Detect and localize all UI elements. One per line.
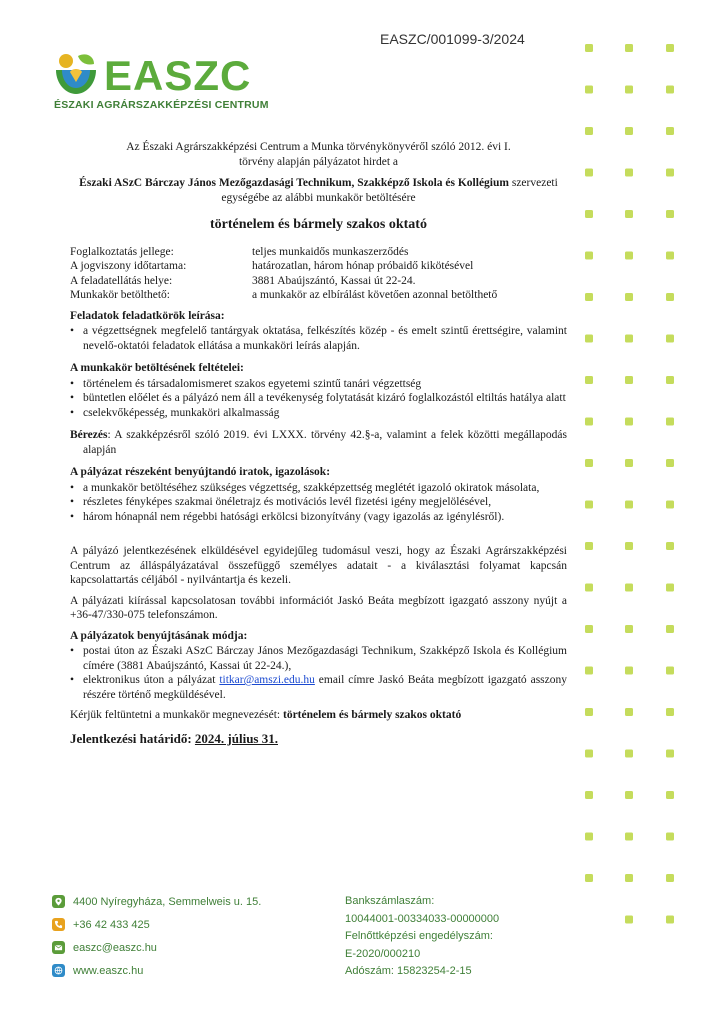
salary-label: Bérezés [70,429,108,441]
footer-address [52,890,261,913]
info-row [70,274,497,289]
decorative-dot [585,169,593,177]
list-item: • történelem és társadalomismeret szakos egyetemi szintű tanári végzettség [83,377,567,392]
decorative-dot [666,293,674,301]
intro-line-1: Az Északi Agrárszakképzési Centrum a Munka törvénykönyvéről szóló 2012. évi I. [126,141,511,153]
job-info-table [70,245,497,303]
document-id: EASZC/001099-3/2024 [380,31,525,47]
decorative-dot [666,750,674,758]
footer-phone [52,913,261,936]
decorative-dot [666,335,674,343]
tasks-heading: Feladatok feladatkörök leírása: [70,309,225,322]
list-item: • postai úton az Északi ASzC Bárczay János Mezőgazdasági Technikum, Szakképző Iskola és Kollégium címére (3881 Abaújszántó, Kassai út 22-24.), [83,644,567,673]
intro-block [70,140,567,205]
note-text: Kérjük feltüntetni a munkakör megnevezését: [70,709,283,721]
decorative-dot [625,916,633,924]
documents-list [70,481,567,525]
decorative-dot [666,459,674,467]
footer-email-text[interactable]: easzc@easzc.hu [73,941,157,954]
logo-wordmark: EASZC [104,52,252,98]
decorative-dot [625,542,633,550]
decorative-dot [666,584,674,592]
decorative-dot [625,376,633,384]
list-item: • büntetlen előélet és a pályázó nem áll a tevékenység folytatását kizáró foglalkozástól eltiltás hatálya alatt [83,391,567,406]
decorative-dot [625,667,633,675]
decorative-dot [585,874,593,882]
info-value: határozatlan, három hónap próbaidő kikötésével [252,260,474,272]
decorative-dot [585,418,593,426]
decorative-dot [625,874,633,882]
note-paragraph [70,708,567,723]
decorative-dot [666,210,674,218]
footer-email [52,936,261,959]
submission-heading: A pályázatok benyújtásának módja: [70,629,248,642]
decorative-dot [585,501,593,509]
requirements-list [70,377,567,421]
tasks-list [70,324,567,353]
deadline-date: 2024. július 31. [194,730,278,746]
info-key: Foglalkoztatás jellege: [70,245,174,258]
footer-legal-info [345,893,499,981]
decorative-dot [666,625,674,633]
decorative-dot [666,708,674,716]
info-key: Munkakör betölthető: [70,289,170,301]
info-key: A feladatellátás helye: [70,274,173,287]
decorative-dot [585,750,593,758]
organization-line [70,176,567,205]
job-posting-content [70,140,567,746]
decorative-dot [666,501,674,509]
decorative-dot [585,584,593,592]
info-value: a munkakör az elbírálást követően azonnal betölthető [252,289,498,301]
info-key: A jogviszony időtartama: [70,260,187,272]
decorative-dot [666,874,674,882]
decorative-dot [585,210,593,218]
decorative-dot [666,542,674,550]
logo-emblem-icon [56,54,96,94]
decorative-dot [585,127,593,135]
documents-heading: A pályázat részeként benyújtandó iratok, igazolások: [70,466,331,478]
footer-phone-text: +36 42 433 425 [73,918,150,931]
footer-website [52,959,261,982]
info-value: teljes munkaidős munkaszerződés [252,245,409,258]
list-item: • a munkakör betöltéséhez szükséges végzettség, szakképzettség meglétét igazoló okiratok másolata, [83,481,567,496]
decorative-dot [585,252,593,260]
decorative-dot [625,584,633,592]
decorative-dot [585,542,593,550]
info-row [70,259,497,274]
decorative-dot [666,376,674,384]
decorative-dot [625,252,633,260]
email-link[interactable]: titkar@amszi.edu.hu [219,674,315,686]
decorative-dot [625,127,633,135]
contact-paragraph: A pályázati kiírással kapcsolatosan további információt Jaskó Beáta megbízott igazgató asszony nyújt a +36-47/330-075 telefonszámon. [70,594,567,621]
deadline-label: Jelentkezési határidő: [70,730,192,746]
mail-icon [52,941,65,954]
list-item: • cselekvőképesség, munkaköri alkalmasság [83,406,567,421]
decorative-dot [666,44,674,52]
decorative-dot [666,418,674,426]
organization-suffix: szervezeti egységébe az alábbi munkakör betöltésére [221,177,558,204]
decorative-dot [625,501,633,509]
decorative-dot [666,86,674,94]
decorative-dot [625,418,633,426]
requirements-heading: A munkakör betöltésének feltételei: [70,362,244,374]
bank-account-label: Bankszámlaszám: [345,895,435,907]
deadline [70,732,567,747]
decorative-dot [666,252,674,260]
decorative-dot [625,86,633,94]
decorative-dot [585,833,593,841]
decorative-dot [625,210,633,218]
intro-line-2: törvény alapján pályázatot hirdet a [238,155,398,168]
decorative-dot [625,44,633,52]
footer-address-text: 4400 Nyíregyháza, Semmelweis u. 15. [73,895,262,908]
footer-contacts [52,890,261,982]
bank-account-number: 10044001-00334033-00000000 [345,912,500,925]
decorative-dot [625,791,633,799]
decorative-dot [585,44,593,52]
tax-number: Adószám: 15823254-2-15 [345,965,472,977]
decorative-dot [625,335,633,343]
decorative-dot [585,335,593,343]
info-row [70,288,497,303]
salary-paragraph [70,428,567,457]
training-license-number: E-2020/000210 [345,947,421,960]
training-license-label: Felnőttképzési engedélyszám: [345,930,493,942]
decorative-dot [625,169,633,177]
decorative-dot [666,833,674,841]
decorative-dot [625,750,633,758]
decorative-dot [585,625,593,633]
list-item: • három hónapnál nem régebbi hatósági erkölcsi bizonyítvány (vagy igazolás az igénylésről). [83,510,567,525]
decorative-dot [585,459,593,467]
decorative-dot [625,459,633,467]
decorative-dot [585,667,593,675]
decorative-dot [585,791,593,799]
info-value: 3881 Abaújszántó, Kassai út 22-24. [252,274,416,287]
organization-name: Északi ASzC Bárczay János Mezőgazdasági Technikum, Szakképző Iskola és Kollégium [79,177,509,189]
decorative-dot [585,86,593,94]
logo-subtitle: ÉSZAKI AGRÁRSZAKKÉPZÉSI CENTRUM [54,99,269,111]
decorative-dot [666,667,674,675]
decorative-dot [666,169,674,177]
decorative-dot [585,708,593,716]
easzc-logo [52,50,272,103]
decorative-dot [585,376,593,384]
salary-text: : A szakképzésről szóló 2019. évi LXXX. törvény 42.§-a, valamint a felek közötti megállapodás alapján [83,429,567,456]
decorative-dot [666,916,674,924]
decorative-dot [625,833,633,841]
decorative-dot [625,625,633,633]
job-title: történelem és bármely szakos oktató [210,217,427,232]
decorative-dot [625,293,633,301]
footer-website-text[interactable]: www.easzc.hu [73,964,144,977]
list-item: • részletes fényképes szakmai önéletrajz és motivációs levél fizetési igény megjelölésével, [83,495,567,510]
decorative-dot [585,293,593,301]
decorative-dot [625,708,633,716]
globe-icon [52,964,65,977]
info-row [70,245,497,260]
phone-icon [52,918,65,931]
decorative-dot [666,791,674,799]
location-icon [52,895,65,908]
list-item [83,673,567,702]
email-text-before: elektronikus úton a pályázat [83,674,220,686]
email-text-after: email címre Jaskó Beáta megbízott igazgató asszony részére történő megküldésével. [83,674,567,701]
privacy-paragraph: A pályázó jelentkezésének elküldésével egyidejűleg tudomásul veszi, hogy az Északi Agrárszakképzési Centrum az álláspályázatával összefüggő személyes adatait - a kiválasztási folyamat kapcsán kapcsolattartás céljából - nyilvántartja és kezeli. [70,545,567,586]
submission-list [70,644,567,702]
list-item: • a végzettségnek megfelelő tantárgyak oktatása, felkészítés közép - és emelt szintű érettségire, valamint nevelő-oktatói feladatok ellátása a munkaköri leírás alapján. [83,324,567,353]
note-job-title: történelem és bármely szakos oktató [283,709,462,721]
decorative-dot [666,127,674,135]
